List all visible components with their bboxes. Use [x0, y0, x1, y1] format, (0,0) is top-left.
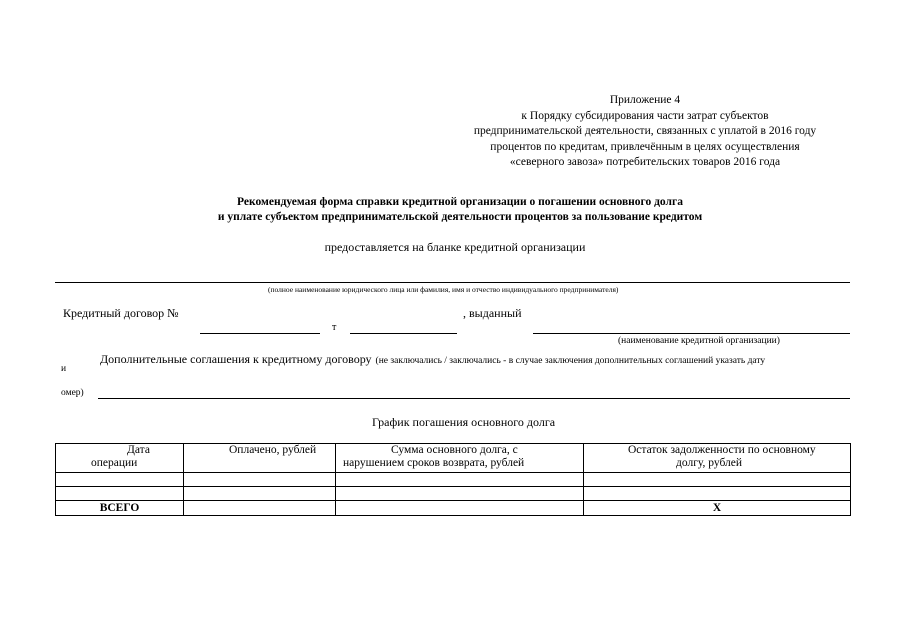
additional-agreements-note: (не заключались / заключались - в случае заключения дополнительных соглашений указать дату: [375, 356, 766, 366]
table-cell[interactable]: [336, 487, 584, 501]
document-subtitle: предоставляется на бланке кредитной организации: [324, 240, 586, 254]
additional-note-continuation-2: омер): [61, 388, 84, 398]
schedule-title: График погашения основного долга: [372, 415, 556, 429]
table-cell[interactable]: [184, 487, 336, 501]
repayment-schedule-table: [55, 443, 851, 516]
total-paid-cell[interactable]: [184, 501, 336, 516]
additional-agreements-label: Дополнительные соглашения к кредитному договору: [100, 352, 372, 366]
total-remaining-cell: Х: [584, 501, 851, 516]
contract-date-line[interactable]: [350, 333, 457, 334]
title-line: и уплате субъектом предпринимательской деятельности процентов за пользование кредитом: [217, 211, 703, 223]
table-total-row: [56, 501, 851, 516]
table-cell[interactable]: [584, 473, 851, 487]
entity-name-line[interactable]: [55, 282, 850, 283]
table-row: [56, 487, 851, 501]
additional-agreements: [100, 350, 765, 368]
additional-note-continuation: и: [61, 364, 67, 374]
contract-label: Кредитный договор №: [63, 306, 179, 320]
table-cell[interactable]: [584, 487, 851, 501]
total-principal-cell[interactable]: [336, 501, 584, 516]
appendix-line: к Порядку субсидирования части затрат субъектов: [521, 109, 769, 122]
table-header-row: [56, 444, 851, 473]
bank-name-caption: (наименование кредитной организации): [618, 336, 780, 346]
additional-agreements-line[interactable]: [98, 398, 850, 399]
table-cell[interactable]: [336, 473, 584, 487]
header-date: Дата операции: [56, 444, 184, 473]
table-row: [56, 473, 851, 487]
header-principal: Сумма основного долга, с нарушением сроков возврата, рублей: [336, 444, 584, 473]
table-cell[interactable]: [56, 487, 184, 501]
header-remaining: Остаток задолженности по основному долгу, рублей: [584, 444, 851, 473]
appendix-line: предпринимательской деятельности, связанных с уплатой в 2016 году: [473, 125, 817, 137]
table-cell[interactable]: [56, 473, 184, 487]
appendix-line: «северного завоза» потребительских товаров 2016 года: [509, 156, 781, 168]
title-line: Рекомендуемая форма справки кредитной организации о погашении основного долга: [237, 196, 683, 208]
total-label: ВСЕГО: [56, 501, 184, 516]
table-cell[interactable]: [184, 473, 336, 487]
appendix-number: Приложение 4: [609, 94, 681, 106]
entity-name-caption: (полное наименование юридического лица или фамилия, имя и отчество индивидуального предпринимателя): [268, 285, 619, 294]
bank-name-line[interactable]: [533, 333, 850, 334]
header-paid: Оплачено, рублей: [184, 444, 336, 473]
appendix-line: процентов по кредитам, привлечённым в целях осуществления: [490, 140, 800, 153]
contract-from-label: т: [332, 322, 337, 333]
contract-issued-label: , выданный: [463, 306, 522, 320]
document-title: [80, 195, 840, 225]
contract-number-line[interactable]: [200, 333, 320, 334]
appendix-header: [420, 93, 870, 171]
